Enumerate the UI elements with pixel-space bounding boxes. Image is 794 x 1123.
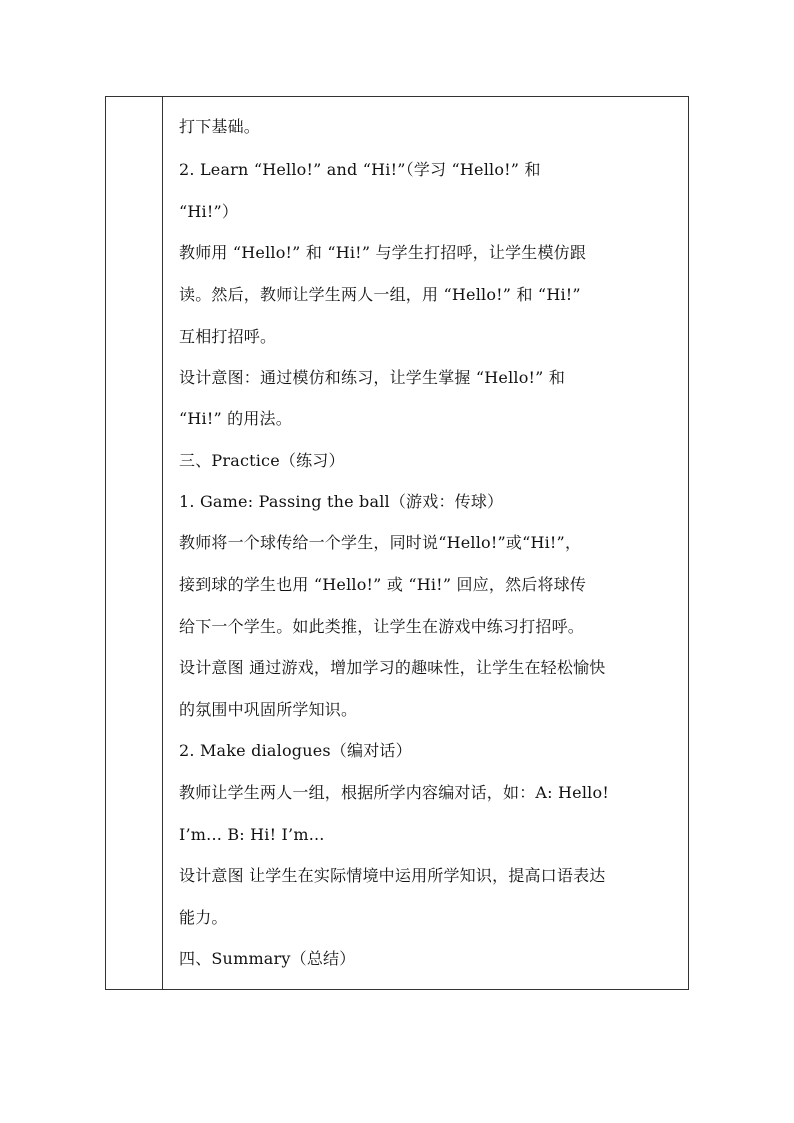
section-heading: 三、Practice（练习） (179, 451, 345, 470)
text-line: 教师让学生两人一组，根据所学内容编对话，如：A: Hello! (179, 783, 609, 802)
text-line: 给下一个学生。如此类推，让学生在游戏中练习打招呼。 (179, 617, 585, 636)
text-line: 教师将一个球传给一个学生，同时说“Hello!”或“Hi!”， (179, 533, 582, 552)
content-cell (163, 97, 688, 989)
text-line: “Hi!” 的用法。 (179, 409, 292, 428)
text-line: 教师用 “Hello!” 和 “Hi!” 与学生打招呼，让学生模仿跟 (179, 243, 587, 262)
text-line: 读。然后，教师让学生两人一组，用 “Hello!” 和 “Hi!” (179, 285, 581, 304)
text-line: 2. Make dialogues（编对话） (179, 741, 412, 760)
label-column-cell (106, 97, 163, 989)
text-line: 互相打招呼。 (179, 327, 277, 346)
text-line: 接到球的学生也用 “Hello!” 或 “Hi!” 回应，然后将球传 (179, 575, 587, 594)
text-line: “Hi!”） (179, 202, 239, 221)
lesson-plan-table (105, 96, 689, 990)
text-line: 设计意图：通过模仿和练习，让学生掌握 “Hello!” 和 (179, 368, 566, 387)
text-line: 的氛围中巩固所学知识。 (179, 700, 358, 719)
text-line: 设计意图 让学生在实际情境中运用所学知识，提高口语表达 (179, 866, 606, 885)
section-heading: 四、Summary（总结） (179, 949, 356, 968)
text-line: 1. Game: Passing the ball（游戏：传球） (179, 492, 504, 511)
text-line: 2. Learn “Hello!” and “Hi!”（学习 “Hello!” 和 (179, 160, 541, 179)
text-line: 能力。 (179, 908, 228, 927)
text-line: 打下基础。 (179, 117, 261, 136)
text-line: I’m... B: Hi! I’m... (179, 825, 325, 844)
text-line: 设计意图 通过游戏，增加学习的趣味性，让学生在轻松愉快 (179, 658, 606, 677)
